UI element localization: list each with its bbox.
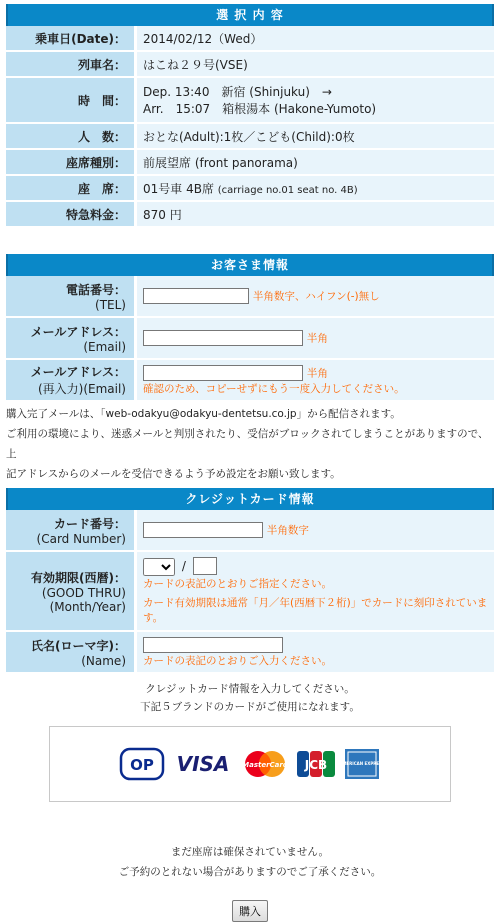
expiry-slash: / <box>181 558 186 573</box>
expiry-label-text: 有効期限(西暦)： <box>31 570 126 585</box>
card-name-label-text: 氏名(ローマ字)： <box>31 638 126 653</box>
customer-header: お客さま情報 <box>6 254 494 276</box>
email-confirm-label <box>6 360 137 402</box>
expiry-month-select[interactable] <box>143 558 175 576</box>
expiry-label-sub1: (GOOD THRU) <box>41 585 126 600</box>
expiry-note2: カード有効期限は通常「月／年(西暦下２桁)」でカードに刻印されていま <box>143 597 488 609</box>
seat-type-label: 座席種別： <box>6 150 137 176</box>
seat-value <box>137 176 494 202</box>
date-value: 2014/02/12（Wed） <box>137 26 494 52</box>
card-number-label-text: カード番号： <box>53 516 126 531</box>
seat-type-value: 前展望席 (front panorama) <box>137 150 494 176</box>
expiry-label <box>6 552 137 632</box>
card-name-input[interactable] <box>143 637 283 653</box>
card-brands <box>49 726 451 802</box>
fare-value: 870 円 <box>137 202 494 228</box>
email-confirm-label-text: メールアドレス： <box>30 365 126 379</box>
email-cell <box>137 318 494 360</box>
email-label-sub: (Email) <box>83 339 126 354</box>
time-value <box>137 78 494 124</box>
card-name-label-sub: (Name) <box>81 653 126 668</box>
card-message <box>6 680 494 716</box>
footer-message <box>6 842 494 882</box>
expiry-note3: す。 <box>143 612 164 624</box>
email-confirm-cell <box>137 360 494 402</box>
time-departure: Dep. 13:40 新宿 (Shinjuku) → <box>143 85 332 99</box>
tel-label-sub: (TEL) <box>95 297 126 312</box>
expiry-cell <box>137 552 494 632</box>
svg-text:OP: OP <box>130 756 154 774</box>
card-number-label <box>6 510 137 552</box>
expiry-note1: カードの表記のとおりご指定ください。 <box>143 578 332 590</box>
passengers-label: 人 数： <box>6 124 137 150</box>
tel-input[interactable] <box>143 288 249 304</box>
card-name-label <box>6 632 137 674</box>
card-message-line2: 下記５ブランドのカードがご使用になれます。 <box>140 701 360 713</box>
visa-logo <box>172 749 234 779</box>
op-card-logo <box>120 748 164 780</box>
time-arrival: Arr. 15:07 箱根湯本 (Hakone-Yumoto) <box>143 102 377 116</box>
selection-header: 選 択 内 容 <box>6 4 494 26</box>
svg-text:AMERICAN EXPRESS: AMERICAN EXPRESS <box>339 761 385 766</box>
card-name-cell <box>137 632 494 674</box>
footer-message-line2: ご予約のとれない場合がありますのでご了承ください。 <box>118 866 382 878</box>
email-confirm-note2: 確認のため、コピーせずにもう一度入力してください。 <box>143 382 405 395</box>
card-number-note: 半角数字 <box>266 524 309 537</box>
mail-info-line3: 記アドレスからのメールを受信できるよう予め設定をお願い致します。 <box>6 468 341 480</box>
train-label: 列車名： <box>6 52 137 78</box>
tel-label <box>6 276 137 318</box>
time-label: 時 間： <box>6 78 137 124</box>
amex-logo <box>339 748 385 780</box>
card-header: クレジットカード情報 <box>6 488 494 510</box>
card-message-line1: クレジットカード情報を入力してください。 <box>145 683 355 695</box>
selection-table <box>6 26 494 228</box>
tel-label-text: 電話番号： <box>65 282 126 297</box>
fare-label: 特急料金： <box>6 202 137 228</box>
expiry-year-input[interactable] <box>193 557 217 575</box>
mastercard-logo <box>242 749 288 779</box>
mail-info-line1: 購入完了メールは、「web-odakyu@odakyu-dentetsu.co.jp」から配信されます。 <box>6 408 401 420</box>
tel-cell <box>137 276 494 318</box>
jcb-logo <box>296 749 336 779</box>
card-name-note: カードの表記のとおりご入力ください。 <box>143 654 332 667</box>
card-number-label-sub: (Card Number) <box>36 531 126 546</box>
email-note: 半角 <box>306 332 328 345</box>
email-label-text: メールアドレス： <box>30 324 126 339</box>
svg-text:MasterCard: MasterCard <box>242 761 288 769</box>
seat-label: 座 席： <box>6 176 137 202</box>
svg-text:VISA: VISA <box>176 752 230 776</box>
mail-info <box>6 402 494 484</box>
tel-note: 半角数字、ハイフン(-)無し <box>252 290 380 303</box>
customer-table <box>6 276 494 402</box>
email-confirm-note: 半角 <box>306 367 328 379</box>
train-value: はこね２９号(VSE) <box>137 52 494 78</box>
date-label: 乗車日(Date)： <box>6 26 137 52</box>
email-confirm-label-sub: (再入力)(Email) <box>37 382 126 396</box>
buy-button[interactable]: 購入 <box>232 900 268 922</box>
card-number-cell <box>137 510 494 552</box>
card-table <box>6 510 494 674</box>
email-input[interactable] <box>143 330 303 346</box>
card-number-input[interactable] <box>143 522 263 538</box>
expiry-label-sub2: (Month/Year) <box>49 599 126 614</box>
svg-text:JCB: JCB <box>304 758 328 772</box>
seat-number-en: (carriage no.01 seat no. 4B) <box>217 184 358 196</box>
passengers-value: おとな(Adult):1枚／こども(Child):0枚 <box>137 124 494 150</box>
email-label <box>6 318 137 360</box>
seat-number: 01号車 4B席 <box>143 181 214 196</box>
footer-message-line1: まだ座席は確保されていません。 <box>170 846 330 858</box>
email-confirm-input[interactable] <box>143 365 303 381</box>
mail-info-line2: ご利用の環境により、迷惑メールと判別されたり、受信がブロックされてしまうことがありますので、上 <box>6 428 489 460</box>
